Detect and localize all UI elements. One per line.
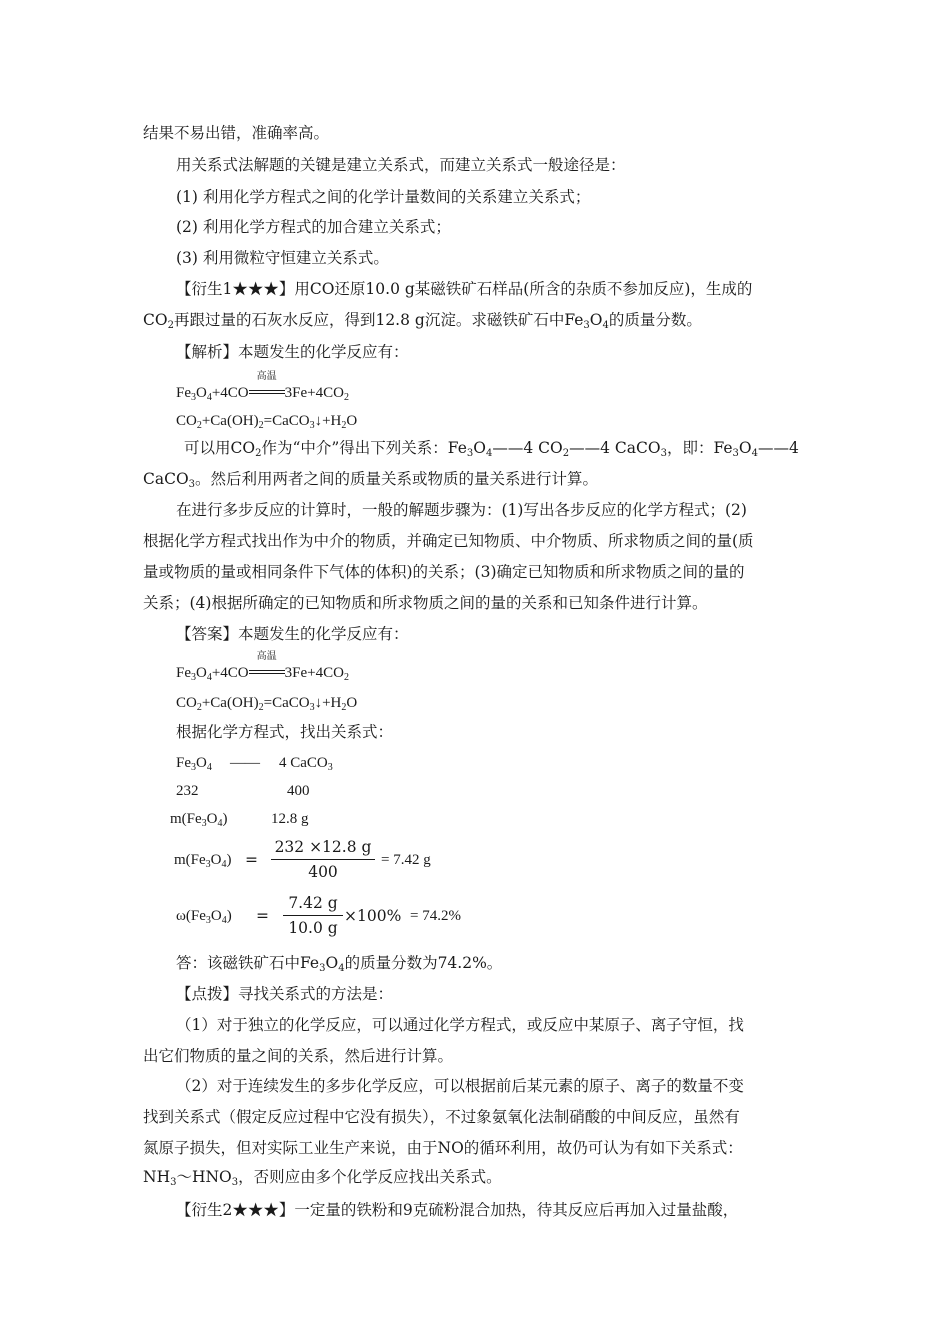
reaction-arrow: 高温	[249, 663, 285, 683]
text-line: $CO_2$再跟过量的石灰水反应，得到12.8 g沉淀。求磁铁矿石中$Fe_3O_4$的质量分数。	[143, 311, 702, 331]
text-line: 氮原子损失，但对实际工业生产来说，由于NO的循环利用，故仍可认为有如下关系式：	[143, 1139, 743, 1157]
equals-sign: =	[256, 907, 269, 925]
text-line: 根据化学方程式找出作为中介的物质，并确定已知物质、中介物质、所求物质之间的量(质	[143, 532, 754, 550]
text-line: （1）对于独立的化学反应，可以通过化学方程式，或反应中某原子、离子守恒，找	[176, 1016, 744, 1034]
calc-1-lhs: $m(Fe_3O_4)$	[174, 852, 232, 870]
answer-heading: 【答案】本题发生的化学反应有：	[176, 625, 409, 643]
calc-2-lhs: $\omega(Fe_3O_4)$	[176, 908, 232, 926]
text-line: 可以用$CO_2$作为“中介”得出下列关系：$Fe_3O_4——4$ $CO_2——4$ CaCO$_3$，即：$Fe_3O_4——4$	[184, 439, 799, 459]
percent-multiplier: ×100%	[344, 907, 402, 925]
chemical-equation: $CO_2+Ca(OH)_2=CaCO_3↓+H_2O$	[176, 695, 358, 713]
numerator: 7.42 g	[288, 894, 338, 912]
text-line: 根据化学方程式，找出关系式：	[176, 723, 394, 741]
molar-mass-fe3o4: 232	[176, 783, 199, 799]
text-line: （2）对于连续发生的多步化学反应，可以根据前后某元素的原子、离子的数量不变	[176, 1077, 744, 1095]
chemical-equation: $Fe_3O_4+4CO$ 高温 $3Fe+4CO_2$	[176, 651, 349, 683]
text-line: (2) 利用化学方程式的加合建立关系式；	[176, 218, 451, 236]
denominator: 400	[308, 863, 338, 881]
analysis-heading: 【解析】本题发生的化学反应有：	[176, 343, 409, 361]
text-line: CaCO$_3$。然后利用两者之间的质量关系或物质的量关系进行计算。	[143, 470, 599, 490]
relation-dash: ——	[230, 755, 260, 771]
text-line: 结果不易出错，准确率高。	[143, 124, 330, 142]
calc-1-fraction	[271, 837, 375, 882]
text-line: (1) 利用化学方程式之间的化学计量数间的关系建立关系式；	[176, 188, 591, 206]
text-line: 关系；(4)根据所确定的已知物质和所求物质之间的量的关系和已知条件进行计算。	[143, 594, 708, 612]
chemical-equation: $Fe_3O_4+4CO$ 高温 $3Fe+4CO_2$	[176, 371, 349, 403]
known-mass: 12.8 g	[271, 811, 309, 827]
unknown-mass: $m(Fe_3O_4)$	[170, 811, 228, 829]
text-line: 找到关系式（假定反应过程中它没有损失），不过象氨氧化法制硝酸的中间反应，虽然有	[143, 1108, 740, 1126]
answer-line: 答：该磁铁矿石中$Fe_3O_4$的质量分数为74.2%。	[176, 954, 503, 974]
reaction-arrow: 高温	[249, 383, 285, 403]
calc-1-result: = 7.42 g	[381, 852, 431, 868]
relation-product: 4 CaCO$_3$	[279, 755, 333, 773]
denominator: 10.0 g	[288, 919, 338, 937]
text-line: (3) 利用微粒守恒建立关系式。	[176, 249, 389, 267]
numerator: 232 ×12.8 g	[274, 838, 372, 856]
molar-mass-caco3: 400	[287, 783, 310, 799]
equals-sign: =	[245, 851, 258, 869]
calc-2-result: = 74.2%	[410, 908, 461, 924]
text-line: 量或物质的量或相同条件下气体的体积)的关系；(3)确定已知物质和所求物质之间的量的	[143, 563, 745, 581]
text-line: 用关系式法解题的关键是建立关系式，而建立关系式一般途径是：	[176, 156, 626, 174]
text-line: $NH_3\sim HNO_3$，否则应由多个化学反应找出关系式。	[143, 1168, 502, 1188]
problem-1-heading: 【衍生1★★★】用CO还原10.0 g某磁铁矿石样品(所含的杂质不参加反应)，生成的	[176, 280, 753, 298]
calc-2-fraction	[283, 893, 343, 938]
text-line: 出它们物质的量之间的关系，然后进行计算。	[143, 1047, 454, 1065]
text-line: 在进行多步反应的计算时，一般的解题步骤为：(1)写出各步反应的化学方程式；(2)	[176, 501, 747, 519]
chemical-equation: $CO_2+Ca(OH)_2=CaCO_3↓+H_2O$	[176, 413, 358, 431]
problem-2-heading: 【衍生2★★★】一定量的铁粉和9克硫粉混合加热，待其反应后再加入过量盐酸，	[176, 1201, 739, 1219]
relation-line: $Fe_3O_4$	[176, 755, 212, 773]
tips-heading: 【点拨】寻找关系式的方法是：	[176, 985, 394, 1003]
